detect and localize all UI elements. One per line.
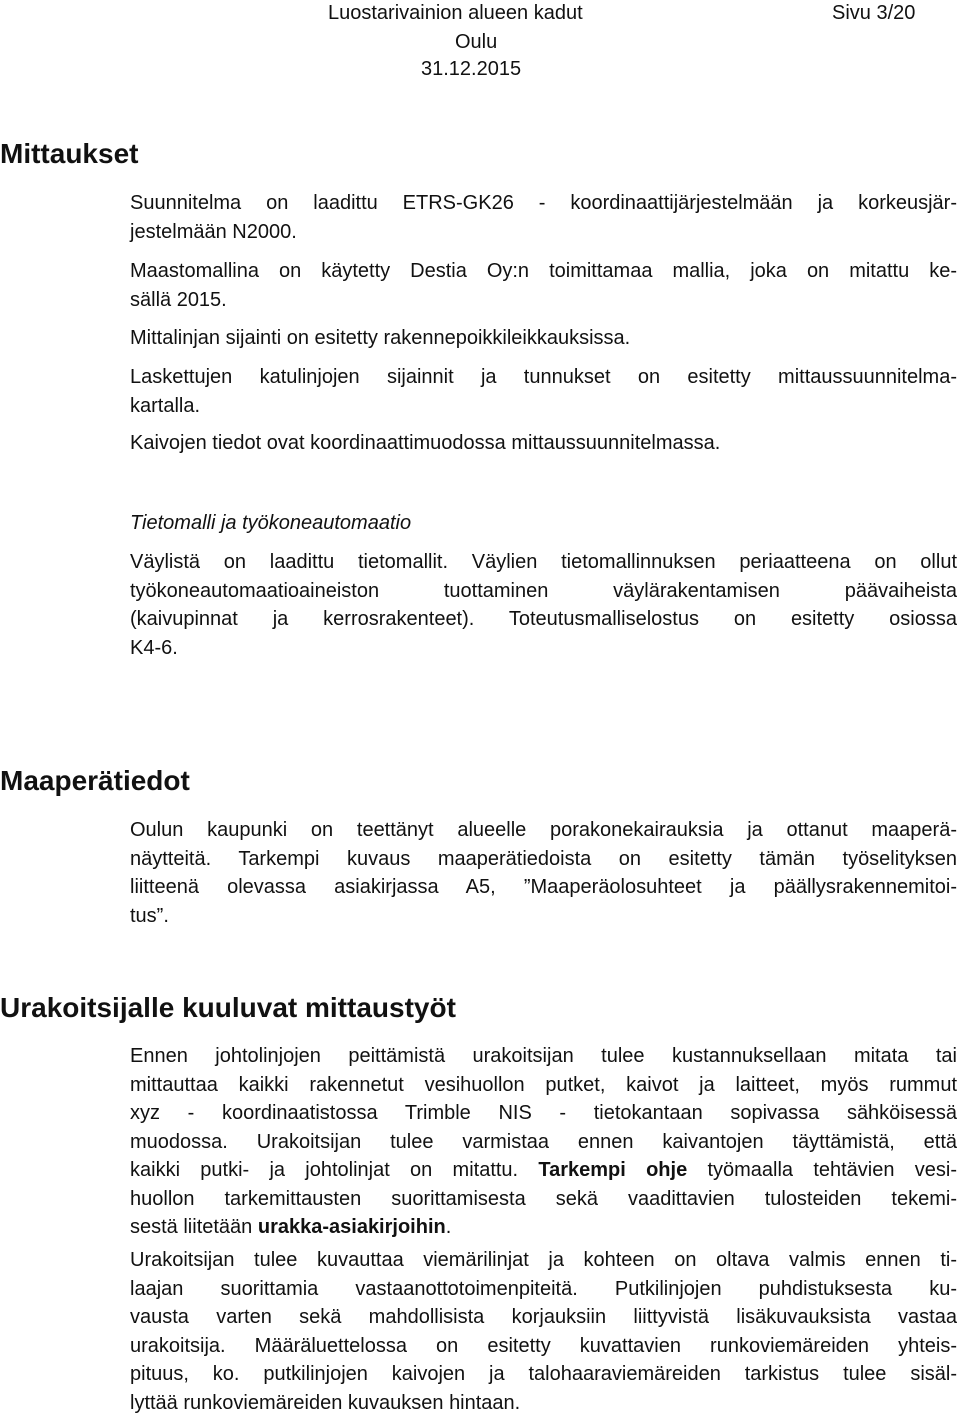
bold-text: urakka-asiakirjoihin	[258, 1216, 446, 1238]
paragraph-line: liitteenä olevassa asiakirjassa A5, ”Maaperäolosuhteet ja päällysrakennemitoi-	[130, 873, 957, 902]
paragraph-line: näytteitä. Tarkempi kuvaus maaperätiedoista on esitetty tämän työselityksen	[130, 845, 957, 874]
document-date: 31.12.2015	[421, 57, 521, 81]
paragraph-line: Väylistä on laadittu tietomallit. Väylien tietomallinnuksen periaatteena on ollut	[130, 548, 957, 577]
section-heading-mittaukset: Mittaukset	[0, 137, 138, 171]
document-title: Luostarivainion alueen kadut	[328, 1, 583, 25]
paragraph-line: Ennen johtolinjojen peittämistä urakoitsijan tulee kustannuksellaan mitata tai	[130, 1042, 957, 1071]
text-run: .	[446, 1216, 452, 1238]
text-run: sestä liitetään	[130, 1216, 258, 1238]
text-run: kaikki putki- ja johtolinjat on mitattu.	[130, 1159, 538, 1181]
paragraph-line: laajan suorittamia vastaanottotoimenpiteitä. Putkilinjojen puhdistuksesta ku-	[130, 1275, 957, 1304]
subheading	[130, 509, 957, 538]
paragraph-line: pituus, ko. putkilinjojen kaivojen ja talohaaraviemäreiden tarkistus tulee sisäl-	[130, 1360, 957, 1389]
page-number: Sivu 3/20	[832, 1, 915, 25]
section-heading-maaperatiedot: Maaperätiedot	[0, 764, 190, 798]
paragraph	[130, 189, 957, 246]
paragraph-line: muodossa. Urakoitsijan tulee varmistaa ennen kaivantojen täyttämistä, että	[130, 1128, 957, 1157]
paragraph-line: K4-6.	[130, 634, 957, 663]
paragraph-line: vausta varten sekä mahdollisista korjauksiin liittyvistä lisäkuvauksista vastaa	[130, 1303, 957, 1332]
subheading-text: Tietomalli ja työkoneautomaatio	[130, 509, 957, 538]
paragraph-line: sällä 2015.	[130, 286, 957, 315]
paragraph-line: xyz - koordinaatistossa Trimble NIS - tietokantaan sopivassa sähköisessä	[130, 1099, 957, 1128]
paragraph	[130, 1246, 957, 1417]
paragraph-line: kartalla.	[130, 392, 957, 421]
paragraph	[130, 548, 957, 662]
paragraph-line: tus”.	[130, 902, 957, 931]
paragraph-line: Maastomallina on käytetty Destia Oy:n toimittamaa mallia, joka on mitattu ke-	[130, 257, 957, 286]
paragraph-line: Urakoitsijan tulee kuvauttaa viemärilinjat ja kohteen on oltava valmis ennen ti-	[130, 1246, 957, 1275]
text-run: työmaalla tehtävien vesi-	[687, 1159, 957, 1181]
paragraph	[130, 816, 957, 930]
paragraph-line: urakoitsija. Määräluettelossa on esitetty kuvattavien runkoviemäreiden yhteis-	[130, 1332, 957, 1361]
paragraph	[130, 363, 957, 420]
paragraph	[130, 1042, 957, 1242]
paragraph-line	[130, 1213, 957, 1242]
paragraph-line: mittauttaa kaikki rakennetut vesihuollon putket, kaivot ja laitteet, myös rummut	[130, 1071, 957, 1100]
document-city: Oulu	[455, 30, 497, 54]
bold-text: Tarkempi ohje	[538, 1159, 687, 1181]
section-heading-urakoitsija: Urakoitsijalle kuuluvat mittaustyöt	[0, 991, 456, 1025]
paragraph	[130, 257, 957, 314]
paragraph-line: huollon tarkemittausten suorittamisesta sekä vaadittavien tulosteiden tekemi-	[130, 1185, 957, 1214]
paragraph-line: Oulun kaupunki on teettänyt alueelle porakonekairauksia ja ottanut maaperä-	[130, 816, 957, 845]
paragraph-line: Laskettujen katulinjojen sijainnit ja tunnukset on esitetty mittaussuunnitelma-	[130, 363, 957, 392]
paragraph-line: työkoneautomaatioaineiston tuottaminen väylärakentamisen päävaiheista	[130, 577, 957, 606]
paragraph-line: lyttää runkoviemäreiden kuvauksen hintaan.	[130, 1389, 957, 1417]
paragraph	[130, 324, 957, 353]
paragraph-line: (kaivupinnat ja kerrosrakenteet). Toteutusmalliselostus on esitetty osiossa	[130, 605, 957, 634]
paragraph	[130, 429, 957, 458]
paragraph-line	[130, 1156, 957, 1185]
paragraph-line: jestelmään N2000.	[130, 218, 957, 247]
paragraph-line: Kaivojen tiedot ovat koordinaattimuodossa mittaussuunnitelmassa.	[130, 429, 957, 458]
paragraph-line: Suunnitelma on laadittu ETRS-GK26 - koordinaattijärjestelmään ja korkeusjär-	[130, 189, 957, 218]
paragraph-line: Mittalinjan sijainti on esitetty rakennepoikkileikkauksissa.	[130, 324, 957, 353]
